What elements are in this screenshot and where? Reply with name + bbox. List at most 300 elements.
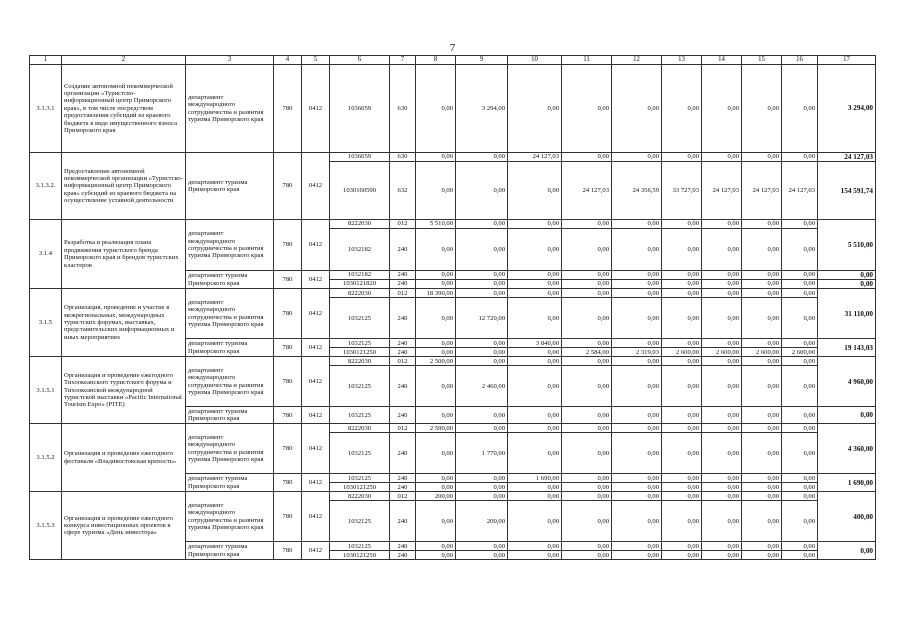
row-total: 4 960,00 — [818, 357, 876, 407]
amount-v11: 2 584,00 — [562, 348, 612, 357]
amount-v9: 12 720,00 — [456, 298, 508, 339]
vr-code: 240 — [390, 433, 416, 474]
amount-v14: 0,00 — [702, 65, 742, 153]
csr-code: 1032125 — [330, 542, 390, 551]
amount-v15: 0,00 — [742, 366, 782, 407]
amount-v15: 0,00 — [742, 153, 782, 162]
grbs-code: 780 — [274, 407, 302, 424]
amount-v8: 0,00 — [416, 483, 456, 492]
amount-v15: 0,00 — [742, 474, 782, 483]
amount-v16: 0,00 — [782, 407, 818, 424]
department: департамент туризма Приморского края — [186, 474, 274, 492]
rzpr-code: 0412 — [302, 492, 330, 542]
amount-v13: 0,00 — [662, 298, 702, 339]
grbs-code: 780 — [274, 542, 302, 560]
amount-v13: 0,00 — [662, 433, 702, 474]
grbs-code: 780 — [274, 339, 302, 357]
department: департамент международного сотрудничества и развития туризма Приморского края — [186, 357, 274, 407]
vr-code: 240 — [390, 474, 416, 483]
vr-code: 630 — [390, 153, 416, 162]
vr-code: 240 — [390, 501, 416, 542]
amount-v8: 0,00 — [416, 433, 456, 474]
csr-code: 1030121250 — [330, 483, 390, 492]
amount-v12: 2 319,03 — [612, 348, 662, 357]
department: департамент международного сотрудничества и развития туризма Приморского края — [186, 289, 274, 339]
amount-v12: 0,00 — [612, 424, 662, 433]
rzpr-code: 0412 — [302, 271, 330, 289]
amount-v10: 0,00 — [508, 229, 562, 271]
csr-code: 8222030 — [330, 492, 390, 501]
amount-v10: 0,00 — [508, 65, 562, 153]
amount-v14: 0,00 — [702, 153, 742, 162]
column-header: 5 — [302, 56, 330, 65]
amount-v9: 0,00 — [456, 357, 508, 366]
amount-v9: 0,00 — [456, 289, 508, 298]
csr-code: 1030121820 — [330, 280, 390, 289]
column-header: 6 — [330, 56, 390, 65]
vr-code: 240 — [390, 366, 416, 407]
grbs-code: 780 — [274, 220, 302, 271]
grbs-code: 780 — [274, 424, 302, 474]
grbs-code: 780 — [274, 153, 302, 220]
rzpr-code: 0412 — [302, 289, 330, 339]
row-number: 3.1.3.1 — [30, 65, 62, 153]
column-header: 12 — [612, 56, 662, 65]
vr-code: 240 — [390, 348, 416, 357]
amount-v12: 0,00 — [612, 280, 662, 289]
amount-v15: 0,00 — [742, 433, 782, 474]
amount-v8: 0,00 — [416, 153, 456, 162]
table-row — [30, 492, 876, 501]
amount-v14: 0,00 — [702, 298, 742, 339]
amount-v8: 0,00 — [416, 407, 456, 424]
column-header: 14 — [702, 56, 742, 65]
amount-v13: 0,00 — [662, 65, 702, 153]
rzpr-code: 0412 — [302, 153, 330, 220]
amount-v12: 0,00 — [612, 298, 662, 339]
amount-v11: 0,00 — [562, 220, 612, 229]
amount-v15: 0,00 — [742, 483, 782, 492]
column-header: 4 — [274, 56, 302, 65]
table-row — [30, 65, 876, 153]
amount-v14: 0,00 — [702, 229, 742, 271]
amount-v14: 0,00 — [702, 483, 742, 492]
vr-code: 012 — [390, 289, 416, 298]
row-number: 3.1.3.2. — [30, 153, 62, 220]
row-number: 3.1.4 — [30, 220, 62, 289]
amount-v11: 0,00 — [562, 551, 612, 560]
amount-v14: 0,00 — [702, 542, 742, 551]
amount-v16: 2 600,00 — [782, 348, 818, 357]
amount-v13: 0,00 — [662, 424, 702, 433]
amount-v13: 0,00 — [662, 551, 702, 560]
amount-v13: 33 727,03 — [662, 162, 702, 220]
activity-name: Предоставление автономной некоммерческой организации «Туристско-информационный центр Приморского края» субсидий из краевого бюджета на осуществление уставной деятельности — [62, 153, 186, 220]
amount-v9: 0,00 — [456, 407, 508, 424]
amount-v12: 0,00 — [612, 339, 662, 348]
amount-v16: 0,00 — [782, 492, 818, 501]
department: департамент туризма Приморского края — [186, 153, 274, 220]
amount-v16: 24 127,03 — [782, 162, 818, 220]
amount-v16: 0,00 — [782, 501, 818, 542]
amount-v12: 0,00 — [612, 551, 662, 560]
rzpr-code: 0412 — [302, 220, 330, 271]
activity-name: Организация, проведение и участие в межрегиональных, международных туристских форумах, выставках, представительских информационных и иных мероприятиях — [62, 289, 186, 357]
amount-v16: 0,00 — [782, 339, 818, 348]
amount-v15: 0,00 — [742, 65, 782, 153]
amount-v14: 0,00 — [702, 474, 742, 483]
budget-table — [29, 55, 876, 560]
amount-v13: 0,00 — [662, 229, 702, 271]
rzpr-code: 0412 — [302, 474, 330, 492]
csr-code: 8222030 — [330, 357, 390, 366]
activity-name: Организация и проведение ежегодного конкурса инвестиционных проектов в сфере туризма «День инвестора» — [62, 492, 186, 560]
amount-v16: 0,00 — [782, 542, 818, 551]
amount-v10: 0,00 — [508, 348, 562, 357]
amount-v8: 0,00 — [416, 339, 456, 348]
amount-v8: 0,00 — [416, 162, 456, 220]
department: департамент международного сотрудничества и развития туризма Приморского края — [186, 65, 274, 153]
vr-code: 240 — [390, 407, 416, 424]
amount-v11: 0,00 — [562, 424, 612, 433]
grbs-code: 780 — [274, 271, 302, 289]
amount-v13: 0,00 — [662, 280, 702, 289]
amount-v16: 0,00 — [782, 483, 818, 492]
amount-v8: 0,00 — [416, 501, 456, 542]
table-row — [30, 220, 876, 229]
amount-v9: 0,00 — [456, 551, 508, 560]
vr-code: 012 — [390, 220, 416, 229]
column-header: 17 — [818, 56, 876, 65]
amount-v11: 0,00 — [562, 153, 612, 162]
vr-code: 012 — [390, 357, 416, 366]
amount-v15: 0,00 — [742, 492, 782, 501]
csr-code: 1032125 — [330, 501, 390, 542]
csr-code: 1030121250 — [330, 551, 390, 560]
page-number: 7 — [449, 42, 456, 54]
amount-v11: 0,00 — [562, 474, 612, 483]
department: департамент туризма Приморского края — [186, 542, 274, 560]
csr-code: 1036059 — [330, 65, 390, 153]
amount-v15: 0,00 — [742, 271, 782, 280]
amount-v16: 0,00 — [782, 65, 818, 153]
amount-v12: 0,00 — [612, 407, 662, 424]
amount-v10: 0,00 — [508, 483, 562, 492]
amount-v15: 0,00 — [742, 220, 782, 229]
amount-v16: 0,00 — [782, 220, 818, 229]
amount-v14: 0,00 — [702, 220, 742, 229]
rzpr-code: 0412 — [302, 542, 330, 560]
vr-code: 240 — [390, 298, 416, 339]
vr-code: 240 — [390, 229, 416, 271]
department: департамент международного сотрудничества и развития туризма Приморского края — [186, 492, 274, 542]
amount-v9: 0,00 — [456, 474, 508, 483]
rzpr-code: 0412 — [302, 407, 330, 424]
amount-v15: 2 600,00 — [742, 348, 782, 357]
amount-v14: 0,00 — [702, 271, 742, 280]
amount-v8: 2 500,00 — [416, 357, 456, 366]
amount-v12: 24 356,59 — [612, 162, 662, 220]
amount-v12: 0,00 — [612, 271, 662, 280]
column-header: 13 — [662, 56, 702, 65]
row-total: 0,00 — [818, 542, 876, 560]
row-total: 3 294,00 — [818, 65, 876, 153]
amount-v9: 0,00 — [456, 280, 508, 289]
row-number: 3.1.5 — [30, 289, 62, 357]
amount-v8: 0,00 — [416, 366, 456, 407]
grbs-code: 780 — [274, 289, 302, 339]
activity-name: Организация и проведение ежегодного фестиваля «Владивостокская крепость» — [62, 424, 186, 492]
amount-v16: 0,00 — [782, 271, 818, 280]
amount-v10: 0,00 — [508, 280, 562, 289]
amount-v13: 0,00 — [662, 542, 702, 551]
amount-v11: 0,00 — [562, 280, 612, 289]
grbs-code: 780 — [274, 474, 302, 492]
amount-v15: 0,00 — [742, 407, 782, 424]
column-header: 7 — [390, 56, 416, 65]
column-header: 15 — [742, 56, 782, 65]
vr-code: 012 — [390, 424, 416, 433]
amount-v11: 0,00 — [562, 271, 612, 280]
amount-v10: 0,00 — [508, 407, 562, 424]
amount-v10: 1 690,00 — [508, 474, 562, 483]
csr-code: 1032182 — [330, 229, 390, 271]
amount-v13: 0,00 — [662, 153, 702, 162]
csr-code: 1030121250 — [330, 348, 390, 357]
vr-code: 240 — [390, 339, 416, 348]
table-row — [30, 357, 876, 366]
row-total: 19 143,03 — [818, 339, 876, 357]
vr-code: 012 — [390, 492, 416, 501]
amount-v13: 0,00 — [662, 474, 702, 483]
amount-v8: 0,00 — [416, 271, 456, 280]
amount-v11: 0,00 — [562, 407, 612, 424]
amount-v15: 0,00 — [742, 501, 782, 542]
amount-v14: 0,00 — [702, 501, 742, 542]
column-header: 8 — [416, 56, 456, 65]
amount-v10: 0,00 — [508, 551, 562, 560]
amount-v11: 0,00 — [562, 492, 612, 501]
amount-v8: 0,00 — [416, 298, 456, 339]
amount-v8: 0,00 — [416, 229, 456, 271]
amount-v15: 24 127,03 — [742, 162, 782, 220]
amount-v15: 0,00 — [742, 289, 782, 298]
csr-code: 1032125 — [330, 366, 390, 407]
grbs-code: 780 — [274, 492, 302, 542]
amount-v10: 0,00 — [508, 298, 562, 339]
row-total: 0,00 — [818, 271, 876, 280]
amount-v15: 0,00 — [742, 424, 782, 433]
amount-v12: 0,00 — [612, 501, 662, 542]
amount-v12: 0,00 — [612, 65, 662, 153]
amount-v9: 0,00 — [456, 153, 508, 162]
column-header: 10 — [508, 56, 562, 65]
amount-v16: 0,00 — [782, 366, 818, 407]
amount-v8: 18 390,00 — [416, 289, 456, 298]
amount-v10: 3 840,00 — [508, 339, 562, 348]
rzpr-code: 0412 — [302, 424, 330, 474]
amount-v11: 0,00 — [562, 339, 612, 348]
vr-code: 240 — [390, 271, 416, 280]
amount-v12: 0,00 — [612, 289, 662, 298]
row-number: 3.1.5.3 — [30, 492, 62, 560]
amount-v9: 0,00 — [456, 492, 508, 501]
amount-v8: 200,00 — [416, 492, 456, 501]
amount-v9: 200,00 — [456, 501, 508, 542]
amount-v13: 0,00 — [662, 492, 702, 501]
amount-v9: 0,00 — [456, 162, 508, 220]
amount-v8: 0,00 — [416, 542, 456, 551]
amount-v10: 0,00 — [508, 162, 562, 220]
vr-code: 240 — [390, 483, 416, 492]
amount-v15: 0,00 — [742, 339, 782, 348]
row-total: 0,00 — [818, 407, 876, 424]
amount-v15: 0,00 — [742, 551, 782, 560]
amount-v15: 0,00 — [742, 298, 782, 339]
table-row — [30, 153, 876, 162]
table-row — [30, 289, 876, 298]
amount-v14: 0,00 — [702, 407, 742, 424]
amount-v11: 0,00 — [562, 229, 612, 271]
amount-v9: 0,00 — [456, 483, 508, 492]
amount-v16: 0,00 — [782, 229, 818, 271]
amount-v8: 0,00 — [416, 65, 456, 153]
table-row — [30, 424, 876, 433]
amount-v13: 0,00 — [662, 271, 702, 280]
row-number: 3.1.5.1 — [30, 357, 62, 424]
amount-v15: 0,00 — [742, 357, 782, 366]
amount-v10: 0,00 — [508, 424, 562, 433]
amount-v8: 0,00 — [416, 551, 456, 560]
header-row — [30, 56, 876, 65]
rzpr-code: 0412 — [302, 357, 330, 407]
amount-v12: 0,00 — [612, 366, 662, 407]
csr-code: 1032125 — [330, 298, 390, 339]
amount-v12: 0,00 — [612, 483, 662, 492]
amount-v12: 0,00 — [612, 220, 662, 229]
amount-v12: 0,00 — [612, 542, 662, 551]
csr-code: 1032125 — [330, 339, 390, 348]
amount-v14: 2 600,00 — [702, 348, 742, 357]
rzpr-code: 0412 — [302, 65, 330, 153]
amount-v11: 0,00 — [562, 433, 612, 474]
amount-v16: 0,00 — [782, 424, 818, 433]
amount-v14: 0,00 — [702, 339, 742, 348]
amount-v9: 0,00 — [456, 542, 508, 551]
amount-v10: 0,00 — [508, 433, 562, 474]
row-total: 31 110,00 — [818, 289, 876, 339]
vr-code: 240 — [390, 551, 416, 560]
amount-v11: 0,00 — [562, 298, 612, 339]
vr-code: 240 — [390, 542, 416, 551]
column-header: 1 — [30, 56, 62, 65]
vr-code: 632 — [390, 162, 416, 220]
rzpr-code: 0412 — [302, 339, 330, 357]
row-total: 24 127,03 — [818, 153, 876, 162]
amount-v8: 5 510,00 — [416, 220, 456, 229]
csr-code: 1036059 — [330, 153, 390, 162]
department: департамент туризма Приморского края — [186, 407, 274, 424]
amount-v14: 0,00 — [702, 551, 742, 560]
amount-v11: 24 127,03 — [562, 162, 612, 220]
amount-v14: 24 127,03 — [702, 162, 742, 220]
csr-code: 1032125 — [330, 474, 390, 483]
amount-v16: 0,00 — [782, 289, 818, 298]
vr-code: 630 — [390, 65, 416, 153]
department: департамент туризма Приморского края — [186, 339, 274, 357]
amount-v10: 0,00 — [508, 366, 562, 407]
amount-v12: 0,00 — [612, 229, 662, 271]
department: департамент международного сотрудничества и развития туризма Приморского края — [186, 220, 274, 271]
row-total: 400,00 — [818, 492, 876, 542]
amount-v9: 0,00 — [456, 271, 508, 280]
amount-v16: 0,00 — [782, 551, 818, 560]
amount-v15: 0,00 — [742, 229, 782, 271]
amount-v16: 0,00 — [782, 280, 818, 289]
amount-v10: 0,00 — [508, 501, 562, 542]
amount-v13: 2 600,00 — [662, 348, 702, 357]
amount-v16: 0,00 — [782, 357, 818, 366]
amount-v9: 2 460,00 — [456, 366, 508, 407]
row-total: 154 591,74 — [818, 162, 876, 220]
amount-v14: 0,00 — [702, 280, 742, 289]
amount-v12: 0,00 — [612, 433, 662, 474]
column-header: 3 — [186, 56, 274, 65]
activity-name: Организация и проведение ежегодного Тихоокеанского туристского форума и Тихоокеанской международной туристской выставки «Pacific International Tourism Expo» (PITE) — [62, 357, 186, 424]
amount-v11: 0,00 — [562, 483, 612, 492]
amount-v13: 0,00 — [662, 220, 702, 229]
amount-v8: 2 590,00 — [416, 424, 456, 433]
amount-v11: 0,00 — [562, 357, 612, 366]
amount-v13: 0,00 — [662, 366, 702, 407]
amount-v14: 0,00 — [702, 424, 742, 433]
row-total: 4 360,00 — [818, 424, 876, 474]
amount-v11: 0,00 — [562, 501, 612, 542]
amount-v14: 0,00 — [702, 366, 742, 407]
csr-code: 1030160590 — [330, 162, 390, 220]
csr-code: 1032182 — [330, 271, 390, 280]
csr-code: 1032125 — [330, 407, 390, 424]
amount-v8: 0,00 — [416, 474, 456, 483]
column-header: 11 — [562, 56, 612, 65]
column-header: 2 — [62, 56, 186, 65]
csr-code: 1032125 — [330, 433, 390, 474]
grbs-code: 780 — [274, 65, 302, 153]
amount-v16: 0,00 — [782, 153, 818, 162]
amount-v10: 0,00 — [508, 220, 562, 229]
amount-v11: 0,00 — [562, 366, 612, 407]
csr-code: 8222030 — [330, 424, 390, 433]
activity-name: Разработка и реализация плана продвижения туристского бренда Приморского края и брендов туристских кластеров — [62, 220, 186, 289]
amount-v9: 3 294,00 — [456, 65, 508, 153]
amount-v11: 0,00 — [562, 65, 612, 153]
grbs-code: 780 — [274, 357, 302, 407]
row-total: 0,00 — [818, 280, 876, 289]
amount-v12: 0,00 — [612, 492, 662, 501]
amount-v16: 0,00 — [782, 474, 818, 483]
amount-v10: 0,00 — [508, 492, 562, 501]
amount-v9: 0,00 — [456, 220, 508, 229]
amount-v13: 0,00 — [662, 357, 702, 366]
amount-v10: 0,00 — [508, 271, 562, 280]
amount-v10: 0,00 — [508, 542, 562, 551]
amount-v10: 0,00 — [508, 357, 562, 366]
department: департамент туризма Приморского края — [186, 271, 274, 289]
amount-v12: 0,00 — [612, 357, 662, 366]
amount-v14: 0,00 — [702, 492, 742, 501]
vr-code: 240 — [390, 280, 416, 289]
amount-v10: 0,00 — [508, 289, 562, 298]
